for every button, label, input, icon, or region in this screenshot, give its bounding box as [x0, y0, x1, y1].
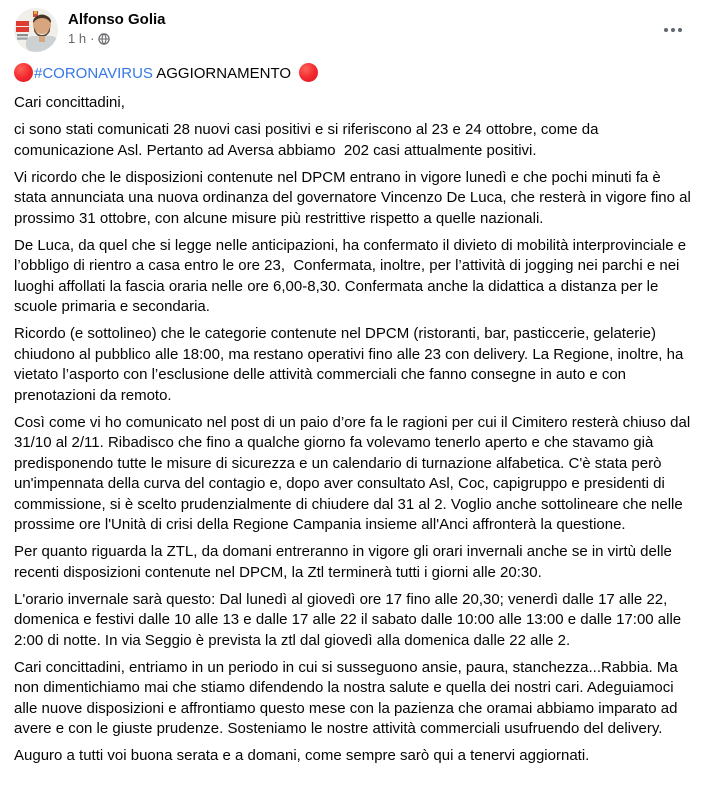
post-body: [0, 62, 705, 767]
header-meta: [68, 8, 166, 47]
post-header: [0, 0, 705, 52]
meta-separator: ·: [90, 31, 95, 46]
author-name[interactable]: Alfonso Golia: [68, 11, 166, 28]
post-paragraph: Cari concittadini, entriamo in un periodo in cui si susseguono ansie, paura, stanchezza...Rabbia. Ma non dimentichiamo mai che stiamo difendendo la nostra salute e quella dei nostri cari. Adeguiamoci alle nuove disposizioni e affrontiamo questo mese con la pazienza che oramai abbiamo imparato ad avere e con le giuste prudenze. Sosteniamo le nostre attività commerciali usufruendo del delivery.: [14, 658, 682, 737]
red-circle-emoji: [14, 63, 33, 82]
post-paragraph: Per quanto riguarda la ZTL, da domani entreranno in vigore gli orari invernali anche se in virtù delle recenti disposizioni contenute nel DPCM, la Ztl terminerà tutti i giorni alle 20:30.: [14, 543, 677, 581]
post-title-text: AGGIORNAMENTO: [152, 65, 296, 82]
ellipsis-icon: [664, 28, 668, 32]
post-meta-row: [68, 31, 166, 47]
post-timestamp[interactable]: 1 h: [68, 31, 87, 46]
post-paragraph: Cari concittadini,: [14, 94, 125, 111]
hashtag-link[interactable]: #CORONAVIRUS: [34, 65, 153, 82]
post-title: [14, 62, 691, 86]
post-paragraph: Vi ricordo che le disposizioni contenute nel DPCM entrano in vigore lunedì e che pochi minuti fa è stata annunciata una nuova ordinanza del governatore Vincenzo De Luca, che resterà in vigore fino al prossimo 31 ottobre, con alcune misure più restrittive rispetto a quelle nazionali.: [14, 168, 696, 227]
post-options-button[interactable]: [657, 18, 689, 42]
post-paragraph: De Luca, da quel che si legge nelle anticipazioni, ha confermato il divieto di mobilità interprovinciale e l’obbligo di rientro a casa entro le ore 23, Confermata, inoltre, per l’attività di jogging nei parchi e nei luoghi affollati la fascia oraria nelle ore 6,00-8,30. Confermata anche la didattica a distanza per le scuole primaria e secondaria.: [14, 236, 691, 315]
avatar-image: [14, 8, 58, 52]
globe-icon: [98, 33, 110, 45]
post-paragraph: L'orario invernale sarà questo: Dal lunedì al giovedì ore 17 fino alle 20,30; venerdì dalle 17 alle 22, domenica e festivi dalle 10 alle 13 e dalle 17 alle 22 il sabato dalle 10:00 alle 13:00 e dalle 17:00 alle 2:00 di notte. In via Seggio è prevista la ztl dal giovedì alla domenica dalle 22 alle 2.: [14, 590, 686, 649]
post-paragraph: ci sono stati comunicati 28 nuovi casi positivi e si riferiscono al 23 e 24 ottobre, come da comunicazione Asl. Pertanto ad Aversa abbiamo 202 casi attualmente positivi.: [14, 121, 603, 159]
red-circle-emoji: [299, 63, 318, 82]
post-paragraph: Auguro a tutti voi buona serata e a domani, come sempre sarò qui a tenervi aggiornati.: [14, 747, 590, 764]
post-paragraph: Ricordo (e sottolineo) che le categorie contenute nel DPCM (ristoranti, bar, pasticcerie, gelaterie) chiudono al pubblico alle 18:00, ma restano operativi fino alle 23 con delivery. La Regione, inoltre, ha vietato l’asporto con l’esclusione delle attività commerciali che fanno consegne in auto e con prenotazioni da remoto.: [14, 325, 688, 404]
post-paragraph: Così come vi ho comunicato nel post di un paio d’ore fa le ragioni per cui il Cimitero resterà chiuso dal 31/10 al 2/11. Ribadisco che fino a qualche giorno fa volevamo tenerlo aperto e che stavamo già predisponendo tutte le misure di sicurezza e un calendario di turnazione alfabetica. C'è stata però un'impennata della curva del contagio e, dopo aver consultato Asl, Coc, capigruppo e presidenti di commissione, si è scelto prudenzialmente di chiudere dal 31 al 2. Voglio anche sottolineare che nelle prossime ore l'Unità di crisi della Regione Campania insieme all'Anci affronterà la questione.: [14, 413, 695, 533]
avatar[interactable]: [14, 8, 58, 52]
